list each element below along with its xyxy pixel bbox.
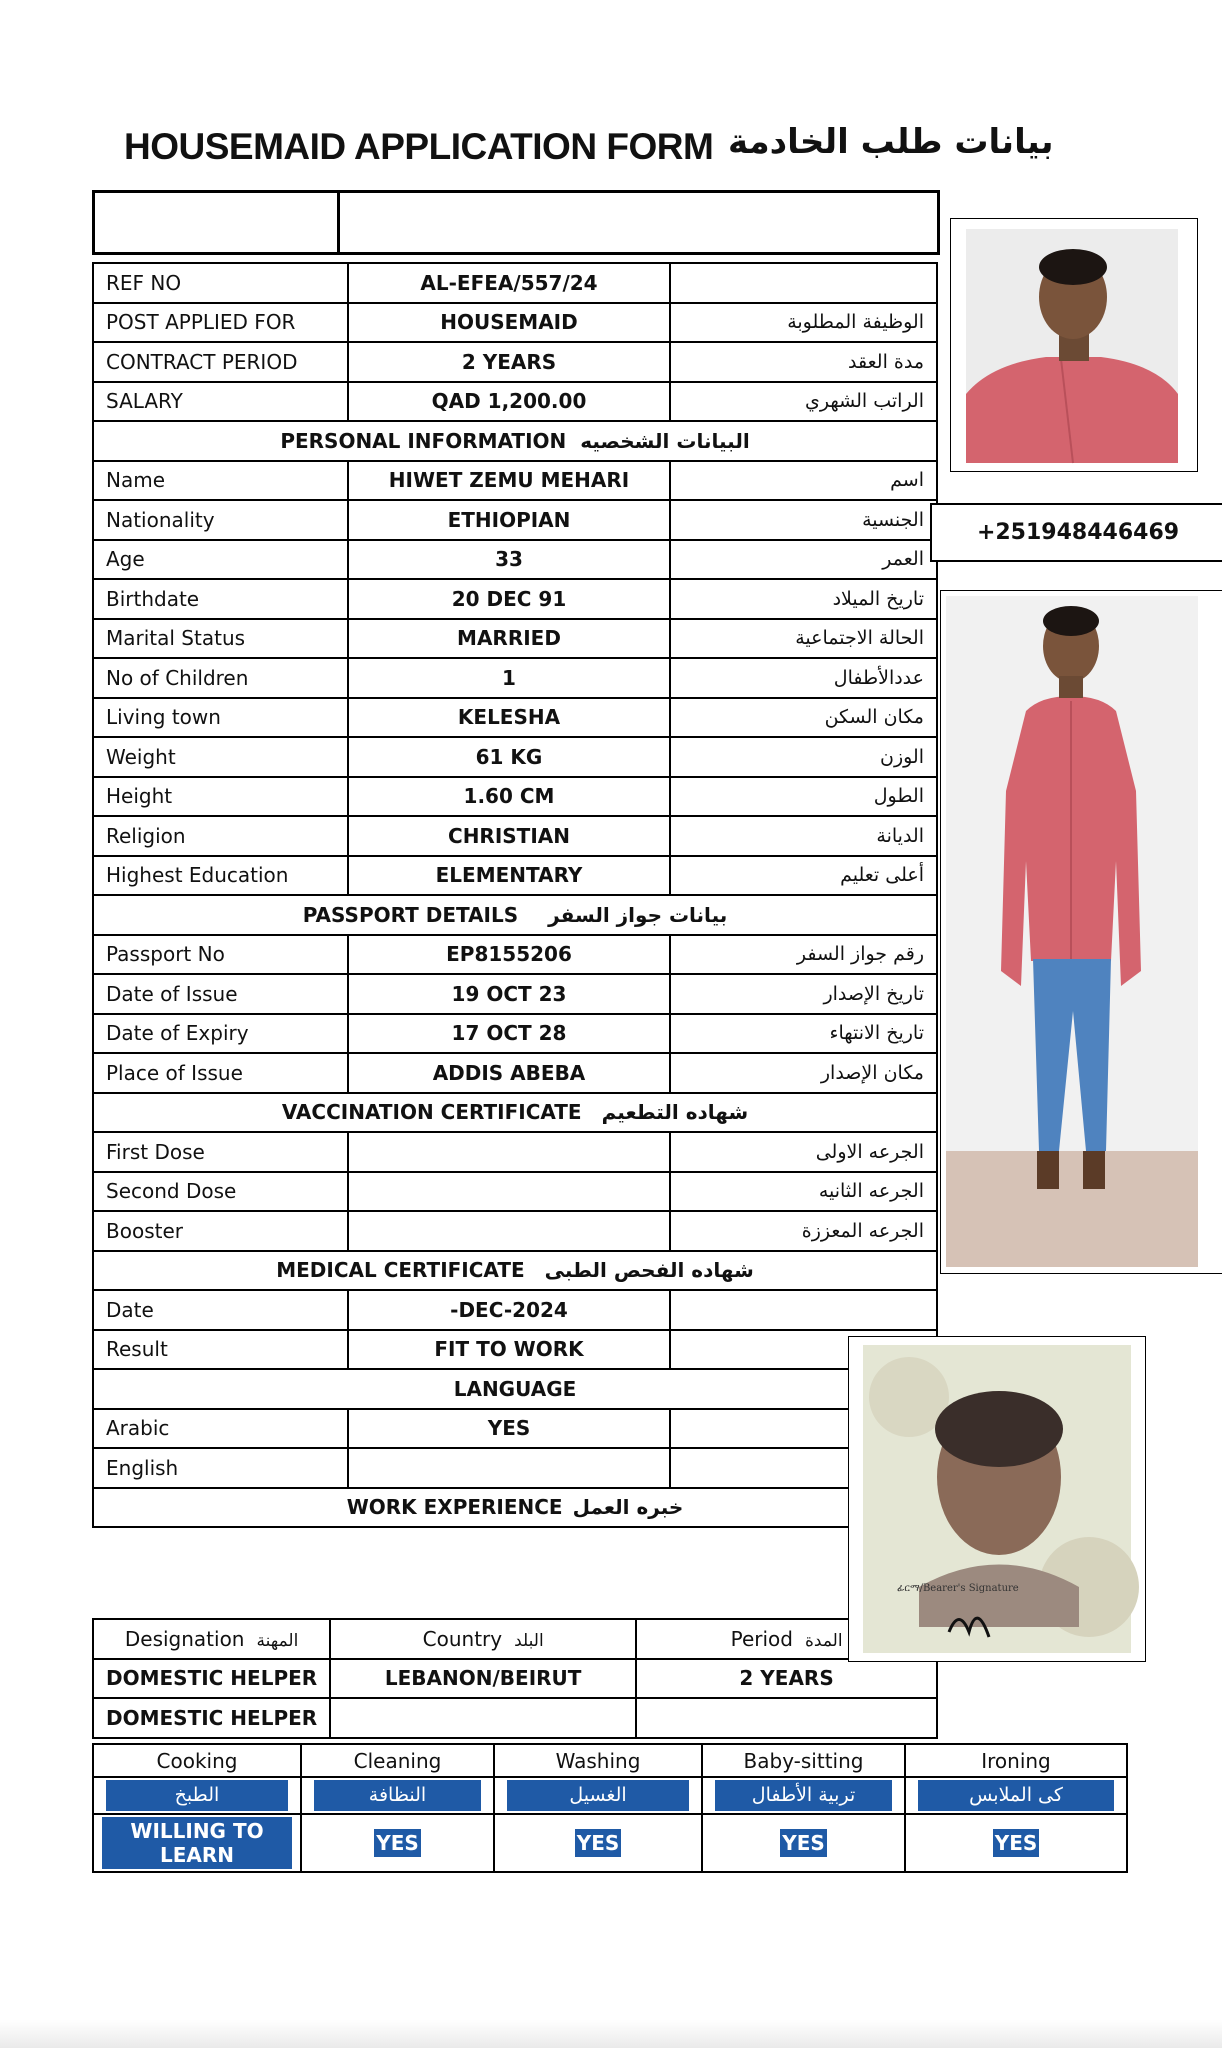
row-value: CHRISTIAN [348, 816, 670, 856]
table-row [93, 698, 937, 738]
passport-signature-caption: ፊርማ/Bearer's Signature [897, 1583, 1019, 1594]
top-blank-table [92, 190, 940, 255]
personal-section-title-ar: البيانات الشخصيه [580, 428, 750, 453]
work-section-title-ar: خبره العمل [572, 1495, 684, 1520]
row-label: English [93, 1448, 348, 1488]
work-experience-table [92, 1618, 938, 1739]
full-body-photo [940, 590, 1222, 1274]
skill-babysitting-label: Baby-sitting [702, 1744, 905, 1777]
work-header-row [93, 1619, 937, 1659]
table-row [93, 1014, 937, 1054]
row-value [348, 1448, 670, 1488]
work-country [330, 1698, 636, 1738]
table-row [93, 382, 937, 422]
row-value: 61 KG [348, 737, 670, 777]
row-label: Marital Status [93, 619, 348, 659]
work-period: 2 YEARS [636, 1659, 937, 1699]
table-row [93, 579, 937, 619]
table-row [93, 935, 937, 975]
table-row [93, 1659, 937, 1699]
table-row [93, 1409, 937, 1449]
row-value: 33 [348, 540, 670, 580]
table-row [93, 461, 937, 501]
table-row [93, 1290, 937, 1330]
table-row [93, 263, 937, 303]
salary-arabic: الراتب الشهري [670, 382, 937, 422]
skills-table [92, 1743, 1128, 1873]
vaccination-section-title: VACCINATION CERTIFICATE [281, 1100, 582, 1125]
post-value: HOUSEMAID [348, 303, 670, 343]
row-value: EP8155206 [348, 935, 670, 975]
table-row [93, 1211, 937, 1251]
row-value: ELEMENTARY [348, 856, 670, 896]
table-row [93, 1448, 937, 1488]
application-details-table [92, 262, 938, 1528]
row-label: Date [93, 1290, 348, 1330]
row-label: Birthdate [93, 579, 348, 619]
ref-no-value: AL-EFEA/557/24 [348, 263, 670, 303]
headshot-photo [950, 218, 1198, 472]
row-label: Name [93, 461, 348, 501]
work-designation: DOMESTIC HELPER [93, 1659, 330, 1699]
period-header-ar: المدة [804, 1630, 843, 1651]
ref-no-label: REF NO [93, 263, 348, 303]
row-label: Arabic [93, 1409, 348, 1449]
row-label: Religion [93, 816, 348, 856]
contract-value: 2 YEARS [348, 342, 670, 382]
country-header-ar: البلد [514, 1630, 544, 1651]
row-arabic: تاريخ الميلاد [670, 579, 937, 619]
row-label: Nationality [93, 500, 348, 540]
row-label: Living town [93, 698, 348, 738]
row-label: No of Children [93, 658, 348, 698]
row-arabic: مكان الإصدار [670, 1053, 937, 1093]
row-label: Weight [93, 737, 348, 777]
section-header [93, 895, 937, 935]
contract-label: CONTRACT PERIOD [93, 342, 348, 382]
period-header: Period [730, 1626, 793, 1651]
work-country: LEBANON/BEIRUT [330, 1659, 636, 1699]
phone-number: +251948446469 [930, 503, 1222, 562]
table-row [93, 1330, 937, 1370]
top-blank-cell-1 [94, 192, 339, 254]
table-row [93, 303, 937, 343]
row-arabic [670, 1290, 937, 1330]
section-header [93, 1488, 937, 1528]
row-label: Booster [93, 1211, 348, 1251]
section-header [93, 1093, 937, 1133]
row-arabic: الحالة الاجتماعية [670, 619, 937, 659]
row-value: 1.60 CM [348, 777, 670, 817]
form-title-english: HOUSEMAID APPLICATION FORM [124, 126, 714, 167]
row-value: 19 OCT 23 [348, 974, 670, 1014]
passport-photo [848, 1336, 1146, 1662]
table-row [93, 737, 937, 777]
row-value: KELESHA [348, 698, 670, 738]
skills-label-row [93, 1744, 1127, 1777]
skill-washing-arabic: الغسيل [507, 1780, 689, 1811]
skill-cleaning-label: Cleaning [301, 1744, 494, 1777]
table-row [93, 856, 937, 896]
row-arabic: رقم جواز السفر [670, 935, 937, 975]
skill-cleaning-arabic: النظافة [314, 1780, 481, 1811]
row-label: Passport No [93, 935, 348, 975]
table-row [93, 540, 937, 580]
row-value: -DEC-2024 [348, 1290, 670, 1330]
medical-section-title-ar: شهاده الفحص الطبى [544, 1258, 754, 1283]
row-arabic: الطول [670, 777, 937, 817]
section-header [93, 1251, 937, 1291]
row-value: ADDIS ABEBA [348, 1053, 670, 1093]
vaccination-section-title-ar: شهاده التطعيم [601, 1100, 749, 1125]
headshot-photo-image [951, 219, 1197, 471]
table-row [93, 619, 937, 659]
passport-section-title: PASSPORT DETAILS [302, 902, 519, 927]
row-arabic: الوزن [670, 737, 937, 777]
row-arabic: الجرعه المعززة [670, 1211, 937, 1251]
work-period [636, 1698, 937, 1738]
ref-no-arabic [670, 263, 937, 303]
work-section-title: WORK EXPERIENCE [346, 1495, 563, 1520]
table-row [93, 342, 937, 382]
language-section-title: LANGUAGE [93, 1369, 937, 1409]
table-row [93, 1053, 937, 1093]
row-arabic: الجنسية [670, 500, 937, 540]
page-bottom-shade [0, 2020, 1222, 2048]
top-blank-cell-2 [339, 192, 939, 254]
row-arabic: العمر [670, 540, 937, 580]
row-value [348, 1172, 670, 1212]
row-value: 20 DEC 91 [348, 579, 670, 619]
row-arabic: الجرعه الاولى [670, 1132, 937, 1172]
skill-cooking-arabic: الطبخ [106, 1780, 288, 1811]
salary-label: SALARY [93, 382, 348, 422]
skills-answer-row [93, 1814, 1127, 1872]
row-arabic: الجرعه الثانيه [670, 1172, 937, 1212]
row-label: Highest Education [93, 856, 348, 896]
section-header [93, 421, 937, 461]
table-row [93, 1172, 937, 1212]
row-arabic: اسم [670, 461, 937, 501]
skill-ironing-label: Ironing [905, 1744, 1127, 1777]
row-value: 1 [348, 658, 670, 698]
row-arabic: مكان السكن [670, 698, 937, 738]
row-arabic: الديانة [670, 816, 937, 856]
full-body-photo-image [941, 591, 1222, 1273]
row-label: Place of Issue [93, 1053, 348, 1093]
row-value [348, 1132, 670, 1172]
table-row [93, 500, 937, 540]
contract-arabic: مدة العقد [670, 342, 937, 382]
table-row [93, 777, 937, 817]
table-row [93, 1132, 937, 1172]
row-label: Date of Expiry [93, 1014, 348, 1054]
skill-babysitting-answer: YES [782, 1831, 825, 1855]
row-label: Age [93, 540, 348, 580]
row-label: Height [93, 777, 348, 817]
table-row [93, 658, 937, 698]
table-row [93, 816, 937, 856]
work-designation: DOMESTIC HELPER [93, 1698, 330, 1738]
designation-header-ar: المهنة [256, 1630, 299, 1651]
form-title-arabic: بيانات طلب الخادمة [728, 122, 1054, 162]
personal-section-title: PERSONAL INFORMATION [280, 428, 567, 453]
row-label: Result [93, 1330, 348, 1370]
country-header: Country [422, 1626, 503, 1651]
row-label: First Dose [93, 1132, 348, 1172]
skill-cleaning-answer: YES [376, 1831, 419, 1855]
passport-section-title-ar: بيانات جواز السفر [548, 902, 728, 927]
skill-ironing-arabic: كى الملابس [918, 1780, 1114, 1811]
table-row [93, 1698, 937, 1738]
row-value: 17 OCT 28 [348, 1014, 670, 1054]
passport-photo-image [849, 1337, 1145, 1661]
table-row [93, 974, 937, 1014]
post-arabic: الوظيفة المطلوبة [670, 303, 937, 343]
skill-washing-answer: YES [576, 1831, 620, 1855]
row-arabic: تاريخ الانتهاء [670, 1014, 937, 1054]
row-value: MARRIED [348, 619, 670, 659]
row-value: ETHIOPIAN [348, 500, 670, 540]
row-arabic: عددالأطفال [670, 658, 937, 698]
row-label: Date of Issue [93, 974, 348, 1014]
section-header [93, 1369, 937, 1409]
row-arabic: تاريخ الإصدار [670, 974, 937, 1014]
row-label: Second Dose [93, 1172, 348, 1212]
row-value: HIWET ZEMU MEHARI [348, 461, 670, 501]
row-arabic: أعلى تعليم [670, 856, 937, 896]
skill-cooking-label: Cooking [93, 1744, 301, 1777]
medical-section-title: MEDICAL CERTIFICATE [276, 1258, 525, 1283]
skill-washing-label: Washing [494, 1744, 702, 1777]
skill-cooking-answer: WILLING TO LEARN [102, 1817, 292, 1869]
row-value: YES [348, 1409, 670, 1449]
row-value: FIT TO WORK [348, 1330, 670, 1370]
skill-babysitting-arabic: تربية الأطفال [715, 1780, 892, 1811]
designation-header: Designation [124, 1626, 245, 1651]
salary-value: QAD 1,200.00 [348, 382, 670, 422]
skill-ironing-answer: YES [994, 1831, 1038, 1855]
row-value [348, 1211, 670, 1251]
skills-arabic-row [93, 1777, 1127, 1814]
post-label: POST APPLIED FOR [93, 303, 348, 343]
